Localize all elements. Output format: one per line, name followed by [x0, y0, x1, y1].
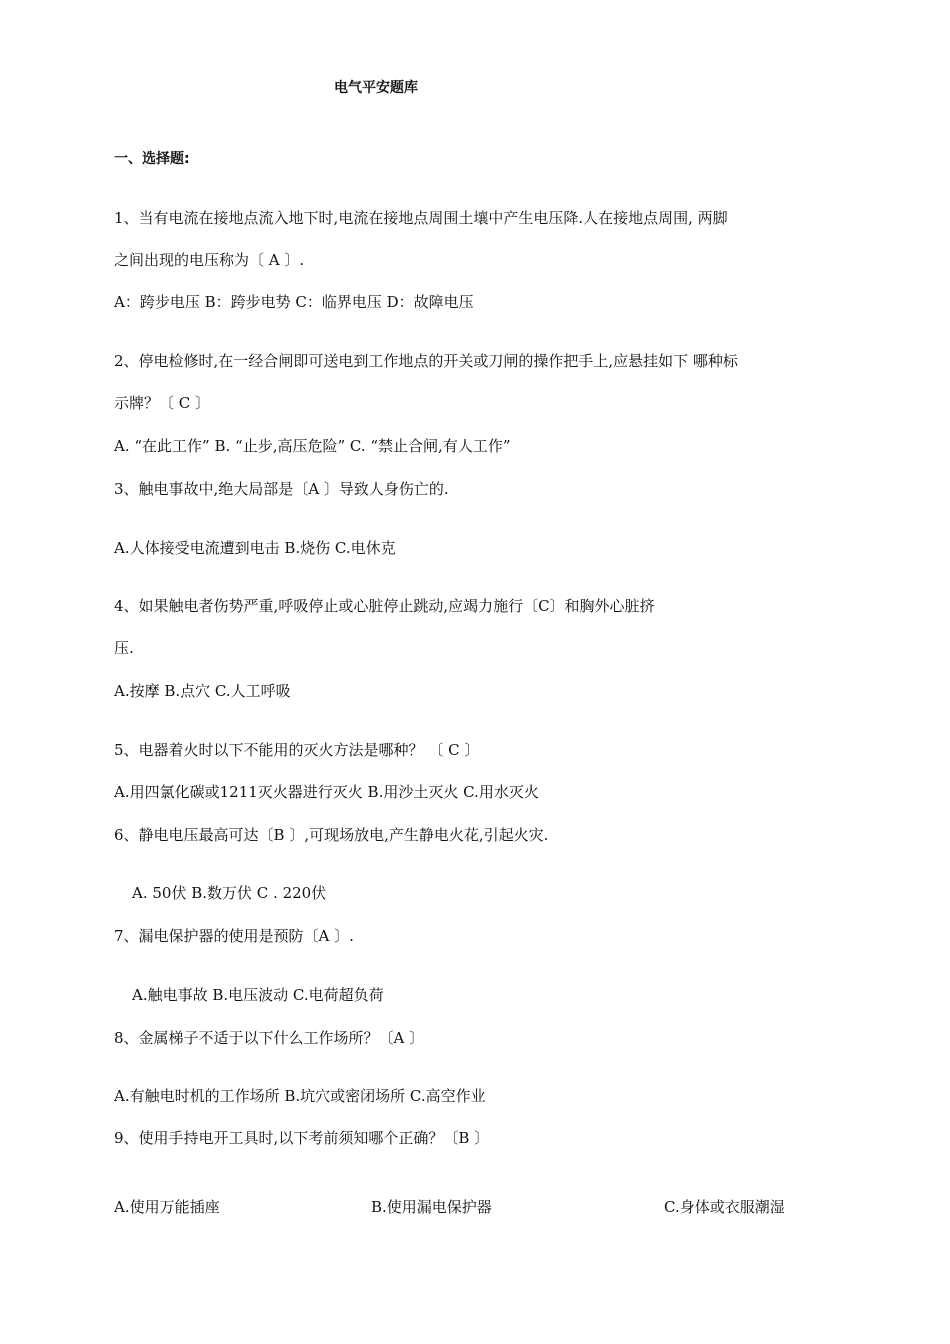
question-6-options: A. 50伏 B.数万伏 C . 220伏: [132, 884, 327, 902]
question-1-line-2: 之间出现的电压称为〔 A 〕.: [114, 251, 305, 269]
question-3-line-1: 3、触电事故中,绝大局部是〔A 〕导致人身伤亡的.: [114, 480, 449, 498]
question-4-line-2: 压.: [114, 639, 134, 657]
question-5-line-1: 5、电器着火时以下不能用的灭火方法是哪种？ 〔 C 〕: [114, 741, 480, 759]
question-2-line-1: 2、停电检修时,在一经合闸即可送电到工作地点的开关或刀闸的操作把手上,应悬挂如下 哪种标: [114, 352, 738, 370]
document-title: 电气平安题库: [334, 80, 418, 96]
question-4-options: A.按摩 B.点穴 C.人工呼吸: [114, 682, 291, 700]
question-4-line-1: 4、如果触电者伤势严重,呼吸停止或心脏停止跳动,应竭力施行〔C〕和胸外心脏挤: [114, 597, 655, 615]
question-9-option-b: B.使用漏电保护器: [371, 1198, 492, 1216]
question-1-options: A：跨步电压 B：跨步电势 C：临界电压 D：故障电压: [114, 293, 474, 311]
question-3-options: A.人体接受电流遭到电击 B.烧伤 C.电休克: [114, 539, 396, 557]
question-9-option-c: C.身体或衣服潮湿: [664, 1198, 785, 1216]
question-8-options: A.有触电时机的工作场所 B.坑穴或密闭场所 C.高空作业: [114, 1087, 486, 1105]
question-7-options: A.触电事故 B.电压波动 C.电荷超负荷: [132, 986, 384, 1004]
question-5-options: A.用四氯化碳或1211灭火器进行灭火 B.用沙土灭火 C.用水灭火: [114, 783, 539, 801]
section-heading: 一、选择题:: [114, 151, 190, 167]
question-9-line-1: 9、使用手持电开工具时,以下考前须知哪个正确？〔B 〕: [114, 1129, 490, 1147]
question-2-options: A. “在此工作” B. “止步,高压危险” C. “禁止合闸,有人工作”: [114, 437, 511, 455]
question-8-line-1: 8、金属梯子不适于以下什么工作场所？〔A 〕: [114, 1029, 425, 1047]
question-2-line-2: 示牌？〔 C 〕: [114, 394, 211, 412]
question-9-option-a: A.使用万能插座: [114, 1198, 220, 1216]
question-6-line-1: 6、静电电压最高可达〔B 〕,可现场放电,产生静电火花,引起火灾.: [114, 826, 549, 844]
question-7-line-1: 7、漏电保护器的使用是预防〔A 〕.: [114, 927, 354, 945]
question-1-line-1: 1、当有电流在接地点流入地下时,电流在接地点周围土壤中产生电压降.人在接地点周围, 两脚: [114, 209, 728, 227]
